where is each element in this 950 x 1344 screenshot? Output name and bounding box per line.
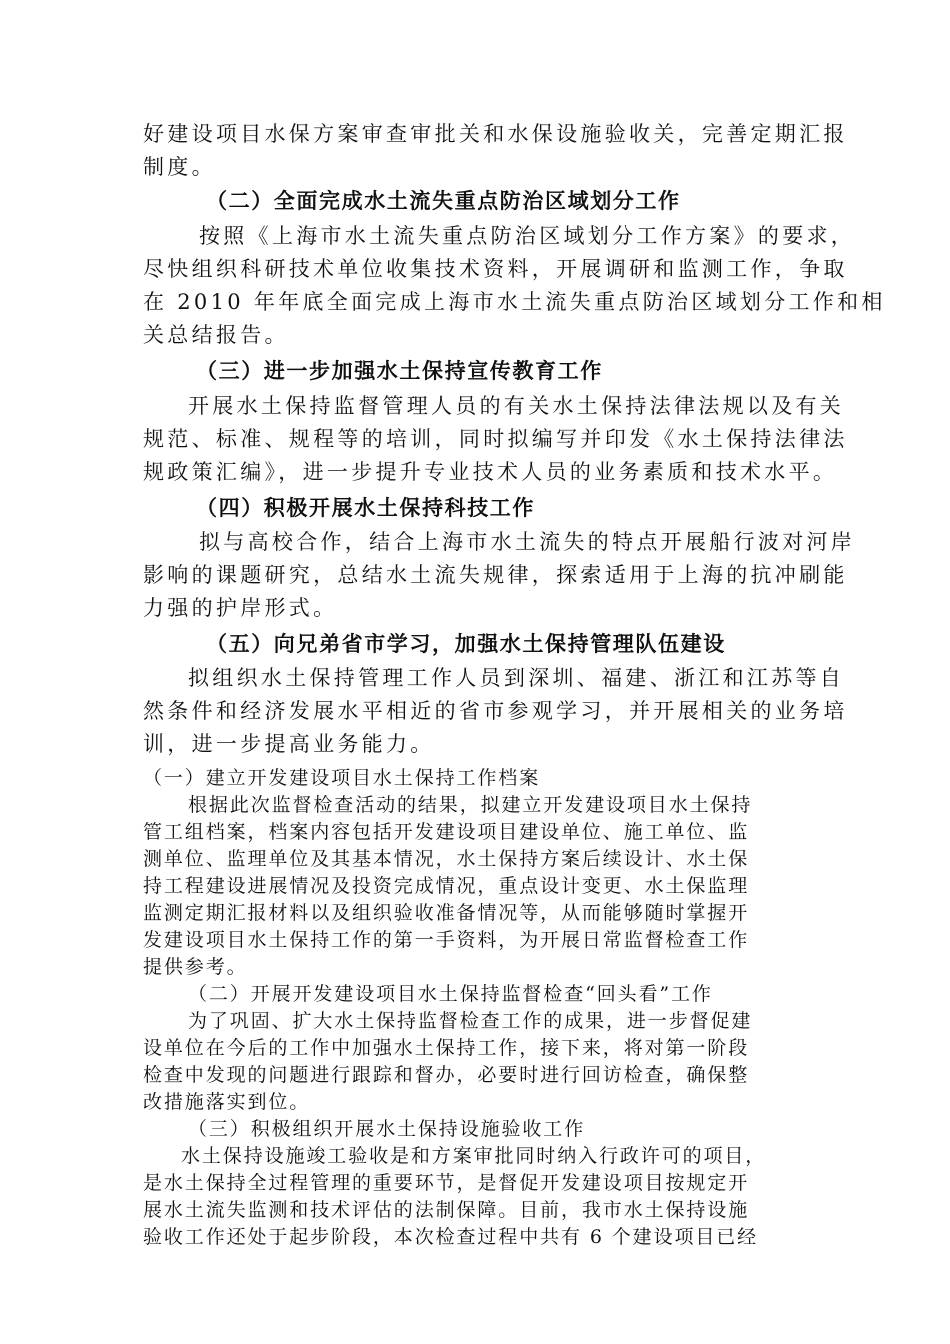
paragraph-line: 制度。 <box>143 155 216 179</box>
paragraph-line: 管工组档案，档案内容包括开发建设项目建设单位、施工单位、监 <box>143 821 750 843</box>
section-heading: （五）向兄弟省市学习，加强水土保持管理队伍建设 <box>206 631 726 656</box>
paragraph-line: 根据此次监督检查活动的结果，拟建立开发建设项目水土保持 <box>188 794 753 816</box>
subsection-heading: （一）建立开发建设项目水土保持工作档案 <box>143 767 541 789</box>
paragraph-line: 发建设项目水土保持工作的第一手资料，为开展日常监督检查工作 <box>143 929 750 951</box>
paragraph-line: 规政策汇编》，进一步提升专业技术人员的业务素质和技术水平。 <box>143 460 838 484</box>
paragraph-line: 尽快组织科研技术单位收集技术资料，开展调研和监测工作，争取 <box>143 257 848 281</box>
section-heading: （三）进一步加强水土保持宣传教育工作 <box>196 358 603 383</box>
paragraph-line: 力强的护岸形式。 <box>143 596 338 620</box>
paragraph-line: 在 2010 年年底全面完成上海市水土流失重点防治区域划分工作和相 <box>143 290 886 314</box>
paragraph-line: 为了巩固、扩大水土保持监督检查工作的成果，进一步督促建 <box>188 1010 753 1032</box>
paragraph-line: 开展水土保持监督管理人员的有关水土保持法律法规以及有关 <box>188 394 845 418</box>
paragraph-line: 验收工作还处于起步阶段，本次检查过程中共有 6 个建设项目已经 <box>143 1226 759 1248</box>
paragraph-line: 关总结报告。 <box>143 323 289 347</box>
paragraph-line: 测单位、监理单位及其基本情况，水土保持方案后续设计、水土保 <box>143 848 750 870</box>
paragraph-line: 监测定期汇报材料以及组织验收准备情况等，从而能够随时掌握开 <box>143 902 750 924</box>
paragraph-line: 影响的课题研究，总结水土流失规律，探索适用于上海的抗冲刷能 <box>143 563 848 587</box>
paragraph-line: 拟与高校合作，结合上海市水土流失的特点开展船行波对河岸 <box>199 530 856 554</box>
paragraph-line: 训，进一步提高业务能力。 <box>143 732 435 756</box>
paragraph-line: 展水土流失监测和技术评估的法制保障。目前，我市水土保持设施 <box>143 1199 750 1221</box>
subsection-heading: （三）积极组织开展水土保持设施验收工作 <box>188 1118 586 1140</box>
paragraph-line: 拟组织水土保持管理工作人员到深圳、福建、浙江和江苏等自 <box>188 666 845 690</box>
paragraph-line: 设单位在今后的工作中加强水土保持工作，接下来，将对第一阶段 <box>143 1037 750 1059</box>
paragraph-line: 水土保持设施竣工验收是和方案审批同时纳入行政许可的项目， <box>181 1145 767 1167</box>
section-heading: （二）全面完成水土流失重点防治区域划分工作 <box>206 188 681 213</box>
paragraph-line: 然条件和经济发展水平相近的省市参观学习，并开展相关的业务培 <box>143 699 848 723</box>
paragraph-line: 是水土保持全过程管理的重要环节，是督促开发建设项目按规定开 <box>143 1172 750 1194</box>
paragraph-line: 好建设项目水保方案审查审批关和水保设施验收关，完善定期汇报 <box>143 122 848 146</box>
section-heading: （四）积极开展水土保持科技工作 <box>196 495 535 520</box>
paragraph-line: 提供参考。 <box>143 956 248 978</box>
paragraph-line: 改措施落实到位。 <box>143 1091 311 1113</box>
subsection-heading: （二）开展开发建设项目水土保持监督检查“回头看”工作 <box>188 983 713 1005</box>
paragraph-line: 按照《上海市水土流失重点防治区域划分工作方案》的要求， <box>199 224 856 248</box>
paragraph-line: 持工程建设进展情况及投资完成情况，重点设计变更、水土保监理 <box>143 875 750 897</box>
paragraph-line: 规范、标准、规程等的培训，同时拟编写并印发《水土保持法律法 <box>143 427 848 451</box>
paragraph-line: 检查中发现的问题进行跟踪和督办，必要时进行回访检查，确保整 <box>143 1064 750 1086</box>
